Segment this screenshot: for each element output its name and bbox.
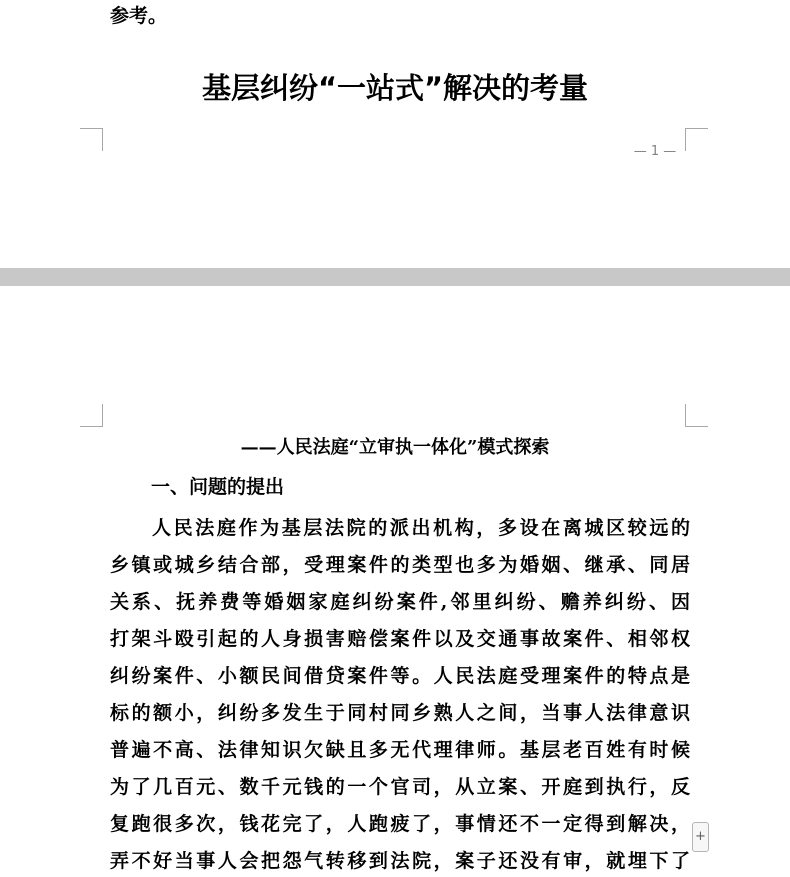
previous-page-text: 参考。 [110, 5, 168, 27]
paragraph-line: 标的额小，纠纷多发生于同村同乡熟人之间，当事人法律意识 [110, 702, 690, 724]
paragraph-line: 复跑很多次，钱花完了，人跑疲了，事情还不一定得到解决， [110, 813, 690, 835]
paragraph-line: 关系、抚养费等婚姻家庭纠纷案件,邻里纠纷、赡养纠纷、因 [110, 591, 690, 613]
paragraph-line: 乡镇或城乡结合部，受理案件的类型也多为婚姻、继承、同居 [110, 554, 690, 576]
page-gap [0, 268, 790, 286]
body-paragraph [110, 510, 690, 877]
paragraph-line: 弄不好当事人会把怨气转移到法院，案子还没有审，就埋下了 [110, 850, 690, 872]
page-2 [0, 286, 790, 877]
paragraph-line: 普遍不高、法律知识欠缺且多无代理律师。基层老百姓有时候 [110, 739, 690, 761]
crop-mark-top-right [685, 404, 708, 427]
paragraph-line: 人民法庭作为基层法院的派出机构，多设在离城区较远的 [152, 517, 690, 539]
page-1 [0, 0, 790, 268]
section-heading: 一、问题的提出 [151, 476, 285, 498]
paragraph-line: 为了几百元、数千元钱的一个官司，从立案、开庭到执行，反 [110, 776, 690, 798]
paragraph-line: 纠纷案件、小额民间借贷案件等。人民法庭受理案件的特点是 [110, 665, 690, 687]
document-subtitle: ——人民法庭“立审执一体化”模式探索 [240, 437, 550, 458]
add-button[interactable]: + [692, 822, 709, 852]
document-title: 基层纠纷“一站式”解决的考量 [201, 71, 589, 105]
crop-mark-top-left [80, 404, 103, 427]
page-number: — 1 — [633, 144, 677, 159]
paragraph-line: 打架斗殴引起的人身损害赔偿案件以及交通事故案件、相邻权 [110, 628, 690, 650]
crop-mark-bottom-left [80, 128, 103, 151]
